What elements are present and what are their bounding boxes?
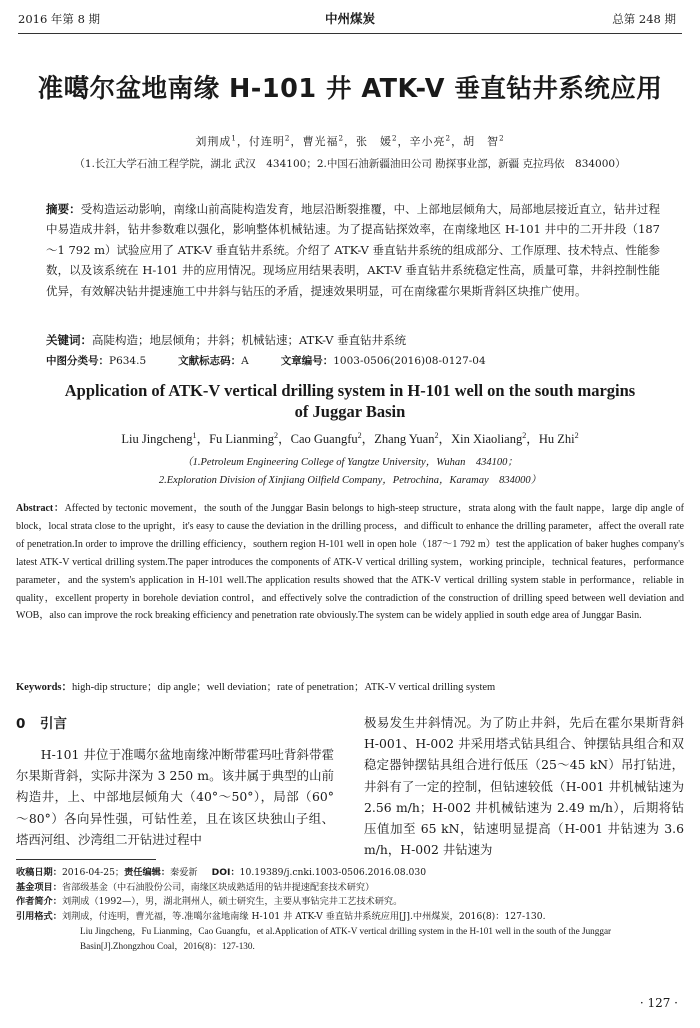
author-affil-mark: 1 [192, 430, 197, 440]
author-affil-mark: 2 [392, 133, 398, 143]
author-affil-mark: 2 [522, 430, 527, 440]
author-affil-mark: 2 [357, 430, 362, 440]
footnote-divider [16, 859, 156, 860]
article-number-value: 1003-0506(2016)08-0127-04 [333, 355, 486, 367]
citation-en: Liu Jingcheng，Fu Lianming，Cao Guangfu，et al.Application of ATK-V vertical drilling system in the H-101 well in the south of the Junggar Basin[J].Zhongzhou Coal，2016(8)：127-130. [80, 926, 612, 951]
citation-label: 引用格式： [16, 910, 62, 922]
received-date: 2016-04-25； [61, 867, 125, 878]
doi-value: 10.19389/j.cnki.1003-0506.2016.08.030 [239, 867, 427, 878]
doc-code-label: 文献标志码： [178, 355, 242, 367]
editor-label: 责任编辑： [124, 867, 171, 878]
footnote-citation [16, 910, 684, 925]
keywords-cn [46, 332, 660, 348]
doc-code-value: A [241, 355, 249, 367]
affiliation-en [0, 454, 700, 490]
body-column-left [16, 712, 334, 850]
page-number: · 127 · [639, 996, 678, 1010]
header-journal-name: 中州煤炭 [324, 11, 375, 26]
footnote-fund [16, 881, 684, 896]
body-paragraph: 极易发生井斜情况。为了防止井斜，先后在霍尔果斯背斜 H-001、H-002 井采用塔式钻具组合、钟摆钻具组合和双稳定器钟摆钻具组合进行低压（25～45 kN）吊打钻进，井斜有了一定的控制，但钻速较低（H-001 井机械钻速为 2.56 m/h；H-002 井机械钻速为 2.49 m/h），后期将钻压值加至 65 kN，钻速明显提高（H-001 井钻速为 3.6 m/h，H-002 井钻速为 [364, 715, 684, 858]
classification-line [46, 354, 660, 368]
author-cn: 曹光福 [302, 135, 339, 148]
author-en: Hu Zhi [538, 432, 575, 446]
abstract-en-label: Abstract： [16, 503, 65, 514]
abstract-cn [46, 199, 660, 301]
footnote-author [16, 895, 684, 910]
author-affil-mark: 1 [231, 133, 237, 143]
clc-label: 中图分类号： [46, 355, 109, 367]
received-label: 收稿日期： [16, 867, 62, 878]
header-total-issue: 总第 248 期 [612, 12, 676, 26]
abstract-cn-text: 受构造运动影响，南缘山前高陡构造发育，地层沿断裂推覆，中、上部地层倾角大，局部地层接近直立，钻井过程中易造成井斜，钻井参数难以强化，影响整体机械钻速。为了提高钻探效率，在南缘地区 H-101 井中的二开井段（187～1 792 m）试验应用了 ATK-V 垂直钻井系统。介绍了 ATK-V 垂直钻井系统的组成部分、工作原理、技术特点、性能参数，以及该系统在 H-101 井的应用情况。现场应用结果表明，AKT-V 垂直钻井系统稳定性高，质量可靠，井斜控制性能优异，有效解决钻井提速施工中井斜与钻压的矛盾，提速效果明显，可在南缘霍尔果斯背斜区块推广使用。 [46, 202, 661, 298]
abstract-en [16, 500, 684, 625]
affiliation-en-line-2: 2.Exploration Division of Xinjiang Oilfield Company，Petrochina，Karamay 834000） [158, 475, 542, 486]
author-en: Zhang Yuan [374, 432, 435, 446]
author-cn: 刘荆成 [195, 135, 232, 148]
keywords-en [16, 680, 684, 696]
section-number: 0 [16, 716, 26, 732]
fund-label: 基金项目： [16, 881, 62, 893]
section-title: 引言 [40, 716, 67, 732]
paper-title-cn: 准噶尔盆地南缘 H-101 井 ATK-V 垂直钻井系统应用 [37, 74, 663, 104]
author-affil-mark: 2 [445, 133, 452, 143]
author-affil-mark: 2 [574, 430, 579, 440]
keywords-en-label: Keywords： [16, 682, 72, 693]
abstract-en-text: Affected by tectonic movement，the south of the Junggar Basin belongs to high-steep structure，strata along with the fault nappe，large dip angle of block，local strata close to the upright，it's easy to cause the deviation in the drilling process，and difficult to enhance the drilling parameter，affect the overall rate of penetration.In order to improve the drilling efficiency，southern region H-101 well in open hole（187～1 792 m）test the application of baker hughes company's latest ATK-V vertical drilling system.The paper introduces the components of ATK-V vertical drilling system，working principle，technical features，performance parameter，and the system's application in H-101 well.The application results showed that the ATK-V vertical drilling system stable in performance，reliable in quality，excellent property in borehole deviation control，and effectively solve the contradiction of the construction of drilling speed between well deviation and WOB，also can improve the rock breaking efficiency and penetration rate obviously.The system can be widely applied in south edge area of Junggar Basin. [16, 503, 684, 622]
received-row-text [62, 866, 684, 881]
footnote-received [16, 866, 684, 881]
section-heading [16, 712, 334, 736]
author-en: Xin Xiaoliang [451, 432, 523, 446]
author-en: Cao Guangfu [290, 432, 358, 446]
author-cn: 付连明 [248, 135, 285, 148]
authors-cn: 刘荆成$^1$，付连明$^2$，曹光福$^2$，张 媛$^2$，辛小亮$^2$，胡 智$^2$ [195, 133, 505, 148]
author-affil-mark: 2 [499, 133, 505, 143]
author-cn: 张 媛 [356, 135, 392, 148]
affiliation-cn: （1.长江大学石油工程学院，湖北 武汉 434100；2.中国石油新疆油田公司 勘探事业部，新疆 克拉玛依 834000） [74, 158, 626, 170]
author-affil-mark: 2 [338, 133, 344, 143]
author-en: Liu Jingcheng [121, 432, 193, 446]
header-issue: 2016 年第 8 期 [18, 12, 101, 26]
authors-en: Liu Jingcheng$^1$，Fu Lianming$^2$，Cao Guangfu$^2$，Zhang Yuan$^2$，Xin Xiaoliang$^2$，Hu Zhi$^2$ [121, 430, 579, 446]
clc-value: P634.5 [109, 355, 147, 367]
paper-title-en: Application of ATK-V vertical drilling system in H-101 well on the south margins of Juggar Basin [64, 381, 636, 421]
doi-label: DOI： [211, 867, 240, 878]
editor-name: 秦爱新 [170, 867, 198, 878]
author-bio-text: 刘荆成（1992—），男，湖北荆州人，硕士研究生，主要从事钻完井工艺技术研究。 [61, 896, 403, 908]
author-affil-mark: 2 [434, 430, 439, 440]
keywords-cn-text: 高陡构造；地层倾角；井斜；机械钻速；ATK-V 垂直钻井系统 [92, 333, 407, 347]
affiliation-en-line-1: （1.Petroleum Engineering College of Yangtze University，Wuhan 434100； [182, 457, 518, 468]
header-divider [18, 33, 682, 34]
author-affil-mark: 2 [284, 133, 291, 143]
article-number-label: 文章编号： [280, 355, 334, 367]
author-en: Fu Lianming [209, 432, 275, 446]
fund-text: 省部级基金（中石油股份公司，南缘区块成熟适用的钻井提速配套技术研究） [61, 881, 375, 893]
author-cn: 胡 智 [463, 135, 500, 148]
abstract-cn-label: 摘要： [46, 202, 81, 216]
keywords-cn-label: 关键词： [46, 333, 92, 347]
citation-cn: 刘荆成，付连明，曹光福，等.准噶尔盆地南缘 H-101 井 ATK-V 垂直钻井系统应用[J].中州煤炭，2016(8)：127-130. [61, 910, 546, 922]
footnotes [16, 866, 684, 954]
author-cn: 辛小亮 [409, 135, 446, 148]
keywords-en-text: high-dip structure；dip angle；well deviation；rate of penetration；ATK-V vertical drilling system [72, 682, 496, 693]
body-paragraph: H-101 井位于准噶尔盆地南缘冲断带霍玛吐背斜带霍尔果斯背斜，实际井深为 3 250 m。该井属于典型的山前构造井，上、中部地层倾角大（40°～50°），局部（60°～80°）各向异性强，可钻性差，且在该区块独山子组、塔西河组、沙湾组二开钻进过程中 [16, 747, 334, 847]
body-column-right [364, 712, 684, 860]
author-bio-label: 作者简介： [16, 896, 62, 908]
author-affil-mark: 2 [274, 430, 279, 440]
